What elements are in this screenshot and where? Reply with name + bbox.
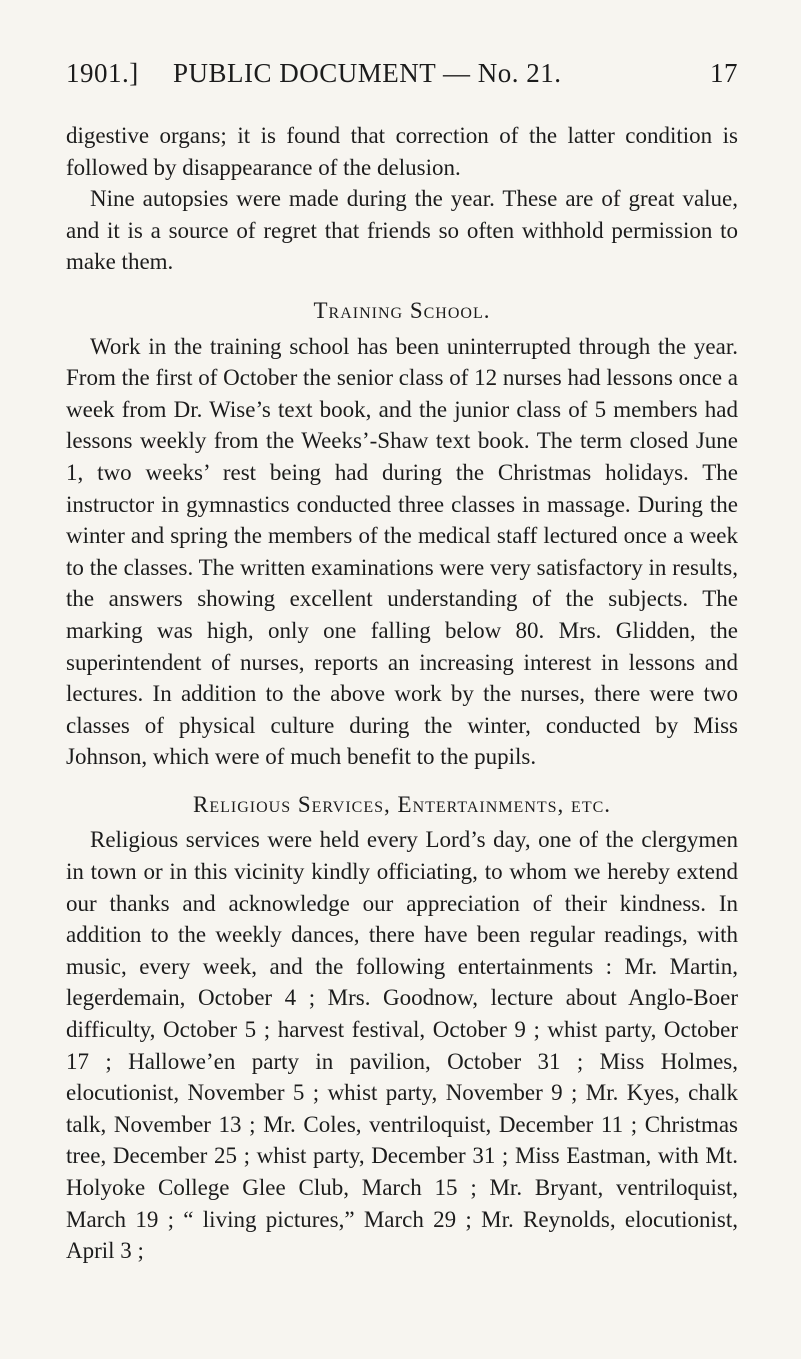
section-heading-religious-services: Religious Services, Entertainments, etc. [192, 791, 612, 817]
running-head-year: 1901.] [66, 58, 139, 88]
section-heading-training-school: Training School. [313, 297, 491, 323]
paragraph-continuation: digestive organs; it is found that correction of the latter condition is followed by disappearance of the delusion. [66, 123, 738, 180]
page-number: 17 [710, 58, 738, 88]
running-head [66, 58, 738, 98]
running-head-title: PUBLIC DOCUMENT — No. 21. [173, 58, 562, 88]
paragraph-autopsies: Nine autopsies were made during the year. These are of great value, and it is a source of regret that friends so often withhold permission to make them. [66, 186, 738, 275]
paragraph-religious-services: Religious services were held every Lord’s day, one of the clergymen in town or in this vicinity kindly officiating, to whom we hereby extend our thanks and acknowledge our appreciation of their kindness. In addition to the weekly dances, there have been regular readings, with music, every week, and the following entertainments : Mr. Martin, legerdemain, October 4 ; Mrs. Goodnow, lecture about Anglo-Boer difficulty, October 5 ; harvest festival, October 9 ; whist party, October 17 ; Hallowe’en party in pavilion, October 31 ; Miss Holmes, elocutionist, November 5 ; whist party, November 9 ; Mr. Kyes, chalk talk, November 13 ; Mr. Coles, ventriloquist, December 11 ; Christmas tree, December 25 ; whist party, December 31 ; Miss Eastman, with Mt. Holyoke College Glee Club, March 15 ; Mr. Bryant, ventriloquist, March 19 ; “ living pictures,” March 29 ; Mr. Reynolds, elocutionist, April 3 ; [66, 827, 738, 1264]
body-text [66, 120, 738, 1267]
paragraph-training-school: Work in the training school has been uninterrupted through the year. From the first of October the senior class of 12 nurses had lessons once a week from Dr. Wise’s text book, and the junior class of 5 members had lessons weekly from the Weeks’-Shaw text book. The term closed June 1, two weeks’ rest being had during the Christmas holidays. The instructor in gymnastics conducted three classes in massage. During the winter and spring the members of the medical staff lectured once a week to the classes. The written examinations were very satisfactory in results, the answers showing excellent understanding of the subjects. The marking was high, only one falling below 80. Mrs. Glidden, the superintendent of nurses, reports an increasing interest in lessons and lectures. In addition to the above work by the nurses, there were two classes of physical culture during the winter, conducted by Miss Johnson, which were of much benefit to the pupils. [66, 333, 738, 770]
